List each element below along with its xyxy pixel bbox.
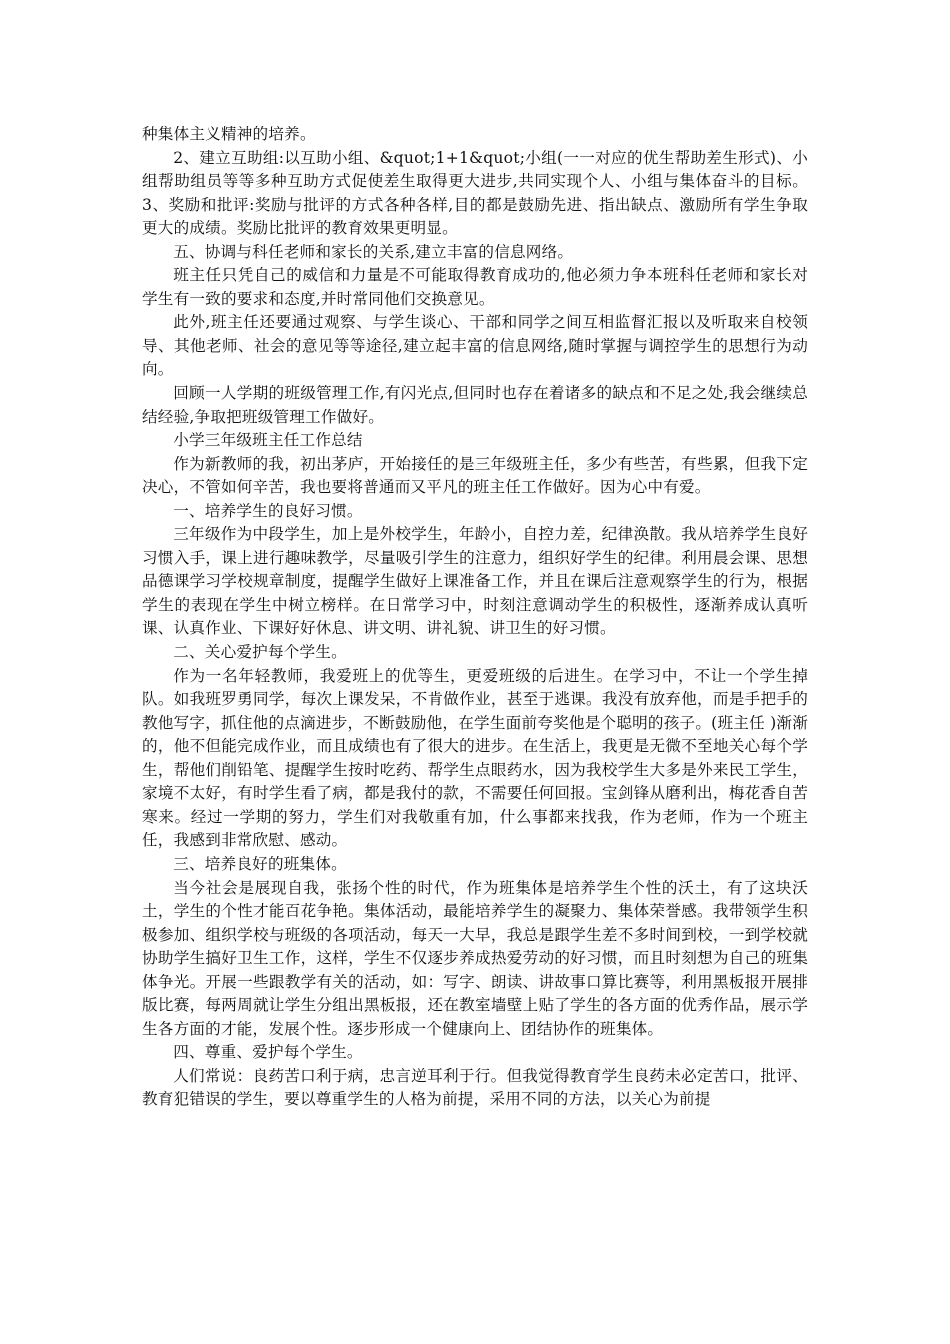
paragraph-respecting-students: 人们常说：良药苦口利于病，忠言逆耳利于行。但我觉得教育学生良药未必定苦口，批评、教育犯错误的学生，要以尊重学生的人格为前提，采用不同的方法，以关心为前提 bbox=[142, 1066, 808, 1109]
heading-section-three: 三、培养良好的班集体。 bbox=[173, 854, 347, 873]
paragraph-semester-review: 回顾一人学期的班级管理工作,有闪光点,但同时也存在着诸多的缺点和不足之处,我会继续总结经验,争取把班级管理工作做好。 bbox=[142, 384, 808, 426]
paragraph-introduction: 作为新教师的我，初出茅庐，开始接任的是三年级班主任，多少有些苦，有些累，但我下定决心，不管如何辛苦，我也要将普通而又平凡的班主任工作做好。因为心中有爱。 bbox=[142, 454, 808, 497]
heading-section-two: 二、关心爱护每个学生。 bbox=[173, 643, 347, 662]
paragraph-caring-for-students: 作为一名年轻教师，我爱班上的优等生，更爱班级的后进生。在学习中，不让一个学生掉队。如我班罗勇同学，每次上课发呆，不肯做作业，甚至于逃课。我没有放弃他，而是手把手的教他写字，抓住他的点滴进步，不断鼓励他，在学生面前夸奖他是个聪明的孩子。(班主任 )渐渐的，他不但能完成作业，而且成绩也有了很大的进步。在生活上，我更是无微不至地关心每个学生，帮他们削铅笔、提醒学生按时吃药、帮学生点眼药水，因为我校学生大多是外来民工学生，家境不太好，有时学生看了病，都是我付的款，不需要任何回报。宝剑锋从磨利出，梅花香自苦寒来。经过一学期的努力，学生们对我敬重有加，什么事都来找我，作为老师，作为一个班主任，我感到非常欣慰、感动。 bbox=[142, 666, 808, 850]
document-page bbox=[142, 123, 808, 1112]
paragraph-teacher-parent-coordination: 班主任只凭自己的威信和力量是不可能取得教育成功的,他必须力争本班科任老师和家长对学生有一致的要求和态度,并时常同他们交换意见。 bbox=[142, 266, 808, 308]
document-title-grade-three: 小学三年级班主任工作总结 bbox=[173, 431, 363, 450]
paragraph-mutual-aid-and-rewards: 2、建立互助组:以互助小组、&quot;1+1&quot;小组(一一对应的优生帮助差生形式)、小组帮助组员等等多种互助方式促使差生取得更大进步,共同实现个人、小组与集体奋斗的目标。 3、奖励和批评:奖励与批评的方式各种各样,目的都是鼓励先进、指出缺点、激励所有学生争取更大的成绩。奖励比批评的教育效果更明显。 bbox=[142, 148, 808, 238]
paragraph-information-network: 此外,班主任还要通过观察、与学生谈心、干部和同学之间互相监督汇报以及听取来自校领导、其他老师、社会的意见等等途径,建立起丰富的信息网络,随时掌握与调控学生的思想行为动向。 bbox=[142, 313, 808, 379]
paragraph-class-collective: 当今社会是展现自我，张扬个性的时代，作为班集体是培养学生个性的沃土，有了这块沃土，学生的个性才能百花争艳。集体活动，最能培养学生的凝聚力、集体荣誉感。我带领学生积极参加、组织学校与班级的各项活动，每天一大早，我总是跟学生差不多时间到校，一到学校就协助学生搞好卫生工作，这样，学生不仅逐步养成热爱劳动的好习惯，而且时刻想为自己的班集体争光。开展一些跟教学有关的活动，如：写字、朗读、讲故事口算比赛等，利用黑板报开展排版比赛，每两周就让学生分组出黑板报，还在教室墙壁上贴了学生的各方面的优秀作品，展示学生各方面的才能，发展个性。逐步形成一个健康向上、团结协作的班集体。 bbox=[142, 878, 808, 1038]
heading-section-five: 五、协调与科任老师和家长的关系,建立丰富的信息网络。 bbox=[173, 242, 574, 261]
heading-section-four: 四、尊重、爱护每个学生。 bbox=[173, 1043, 363, 1062]
paragraph-good-habits: 三年级作为中段学生，加上是外校学生，年龄小，自控力差，纪律涣散。我从培养学生良好习惯入手，课上进行趣味教学，尽量吸引学生的注意力，组织好学生的纪律。利用晨会课、思想品德课学习学校规章制度，提醒学生做好上课准备工作，并且在课后注意观察学生的行为，根据学生的表现在学生中树立榜样。在日常学习中，时刻注意调动学生的积极性，逐渐养成认真听课、认真作业、下课好好休息、讲文明、讲礼貌、讲卫生的好习惯。 bbox=[142, 525, 808, 638]
heading-section-one: 一、培养学生的良好习惯。 bbox=[173, 501, 363, 520]
paragraph-collective-spirit: 种集体主义精神的培养。 bbox=[142, 125, 316, 143]
